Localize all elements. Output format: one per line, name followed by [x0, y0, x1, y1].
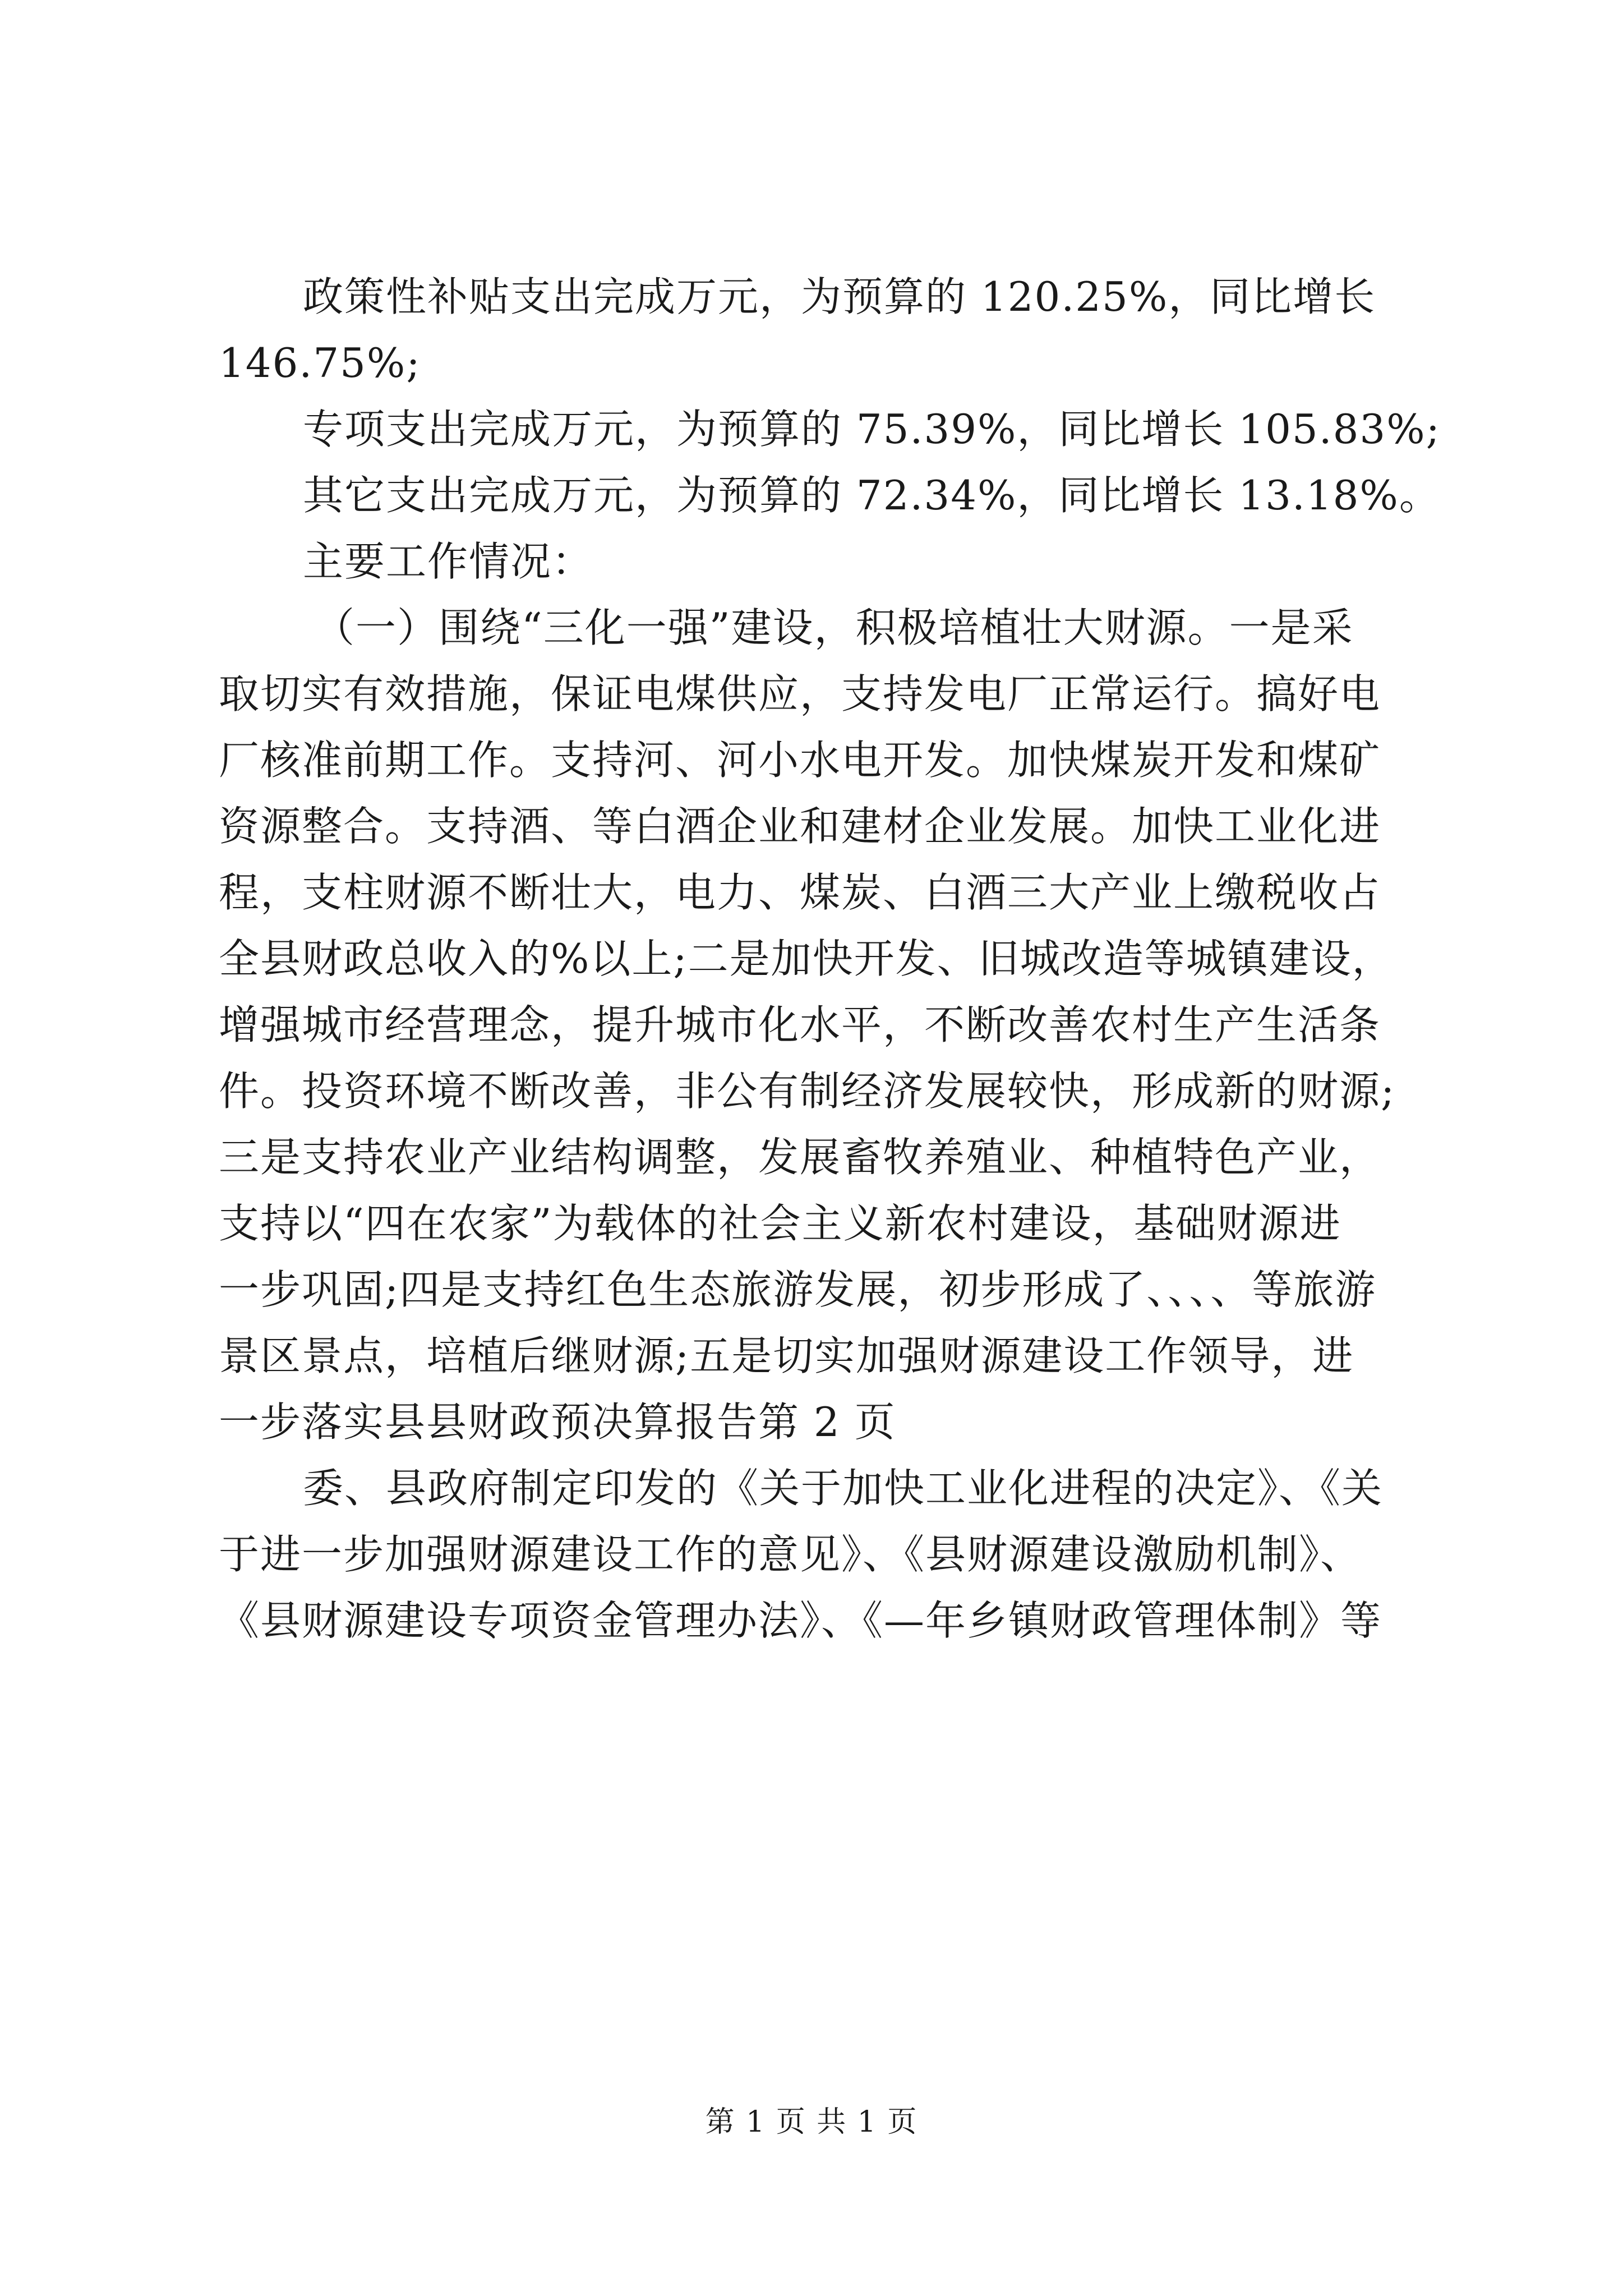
text-line: 政策性补贴支出完成万元，为预算的 120.25%，同比增长 — [303, 273, 1376, 320]
text-line: 厂核准前期工作。支持河、河小水电开发。加快煤炭开发和煤矿 — [219, 737, 1381, 784]
text-line: （一）围绕“三化一强”建设，积极培植壮大财源。一是采 — [314, 604, 1354, 651]
text-line: 件。投资环境不断改善，非公有制经济发展较快，形成新的财源; — [219, 1068, 1396, 1115]
text-line: 《县财源建设专项资金管理办法》、《—年乡镇财政管理体制》等 — [219, 1597, 1382, 1644]
text-line: 于进一步加强财源建设工作的意见》、《县财源建设激励机制》、 — [219, 1531, 1362, 1578]
text-line: 一步巩固;四是支持红色生态旅游发展，初步形成了、、、、等旅游 — [219, 1266, 1377, 1313]
text-line: 146.75%; — [219, 339, 421, 386]
text-line: 程，支柱财源不断壮大，电力、煤炭、白酒三大产业上缴税收占 — [219, 869, 1381, 916]
text-line: 专项支出完成万元，为预算的 75.39%，同比增长 105.83%; — [303, 406, 1441, 453]
section-heading: 主要工作情况： — [303, 538, 594, 585]
text-line: 委、县政府制定印发的《关于加快工业化进程的决定》、《关 — [303, 1465, 1384, 1512]
page-number-footer: 第 1 页 共 1 页 — [705, 2105, 918, 2139]
text-line: 支持以“四在农家”为载体的社会主义新农村建设，基础财源进 — [219, 1200, 1341, 1247]
text-line: 其它支出完成万元，为预算的 72.34%，同比增长 13.18%。 — [303, 472, 1441, 519]
text-line: 一步落实县县财政预决算报告第 2 页 — [219, 1398, 896, 1446]
text-line: 资源整合。支持酒、等白酒企业和建材企业发展。加快工业化进 — [219, 803, 1381, 850]
text-line: 增强城市经营理念，提升城市化水平，不断改善农村生产生活条 — [219, 1001, 1381, 1048]
text-line: 三是支持农业产业结构调整，发展畜牧养殖业、种植特色产业， — [219, 1134, 1381, 1181]
document-body — [219, 264, 1441, 1654]
text-line: 全县财政总收入的%以上;二是加快开发、旧城改造等城镇建设， — [219, 935, 1394, 982]
text-line: 景区景点，培植后继财源;五是切实加强财源建设工作领导，进 — [219, 1332, 1354, 1379]
text-line: 取切实有效措施，保证电煤供应，支持发电厂正常运行。搞好电 — [219, 670, 1381, 717]
